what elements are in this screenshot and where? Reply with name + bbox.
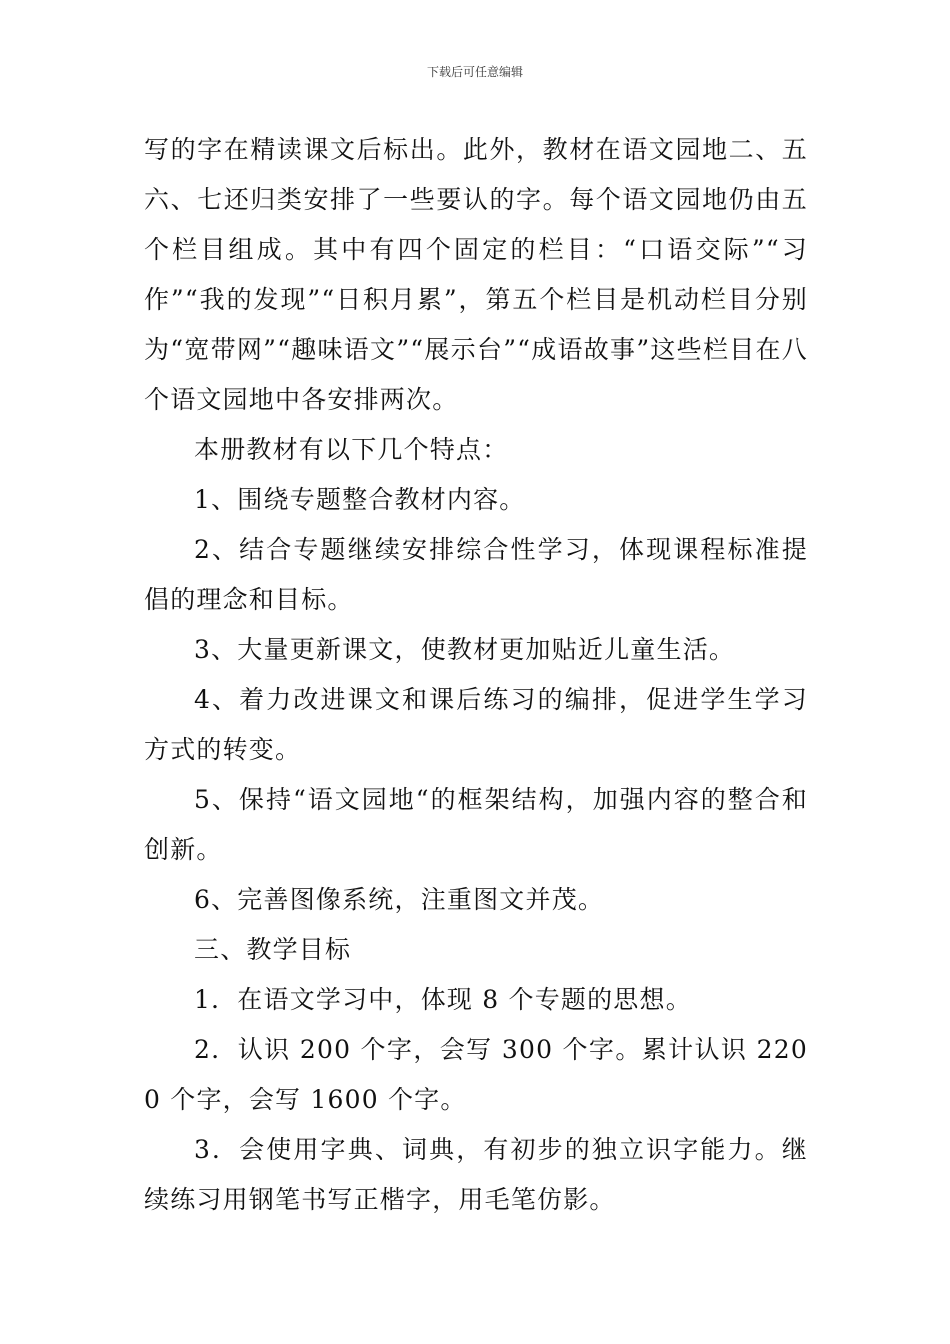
paragraph-goal-2: 2．认识 200 个字，会写 300 个字。累计认识 2200 个字，会写 1600 个字。 — [144, 1035, 808, 1114]
page-header: 下载后可任意编辑 — [426, 65, 523, 79]
paragraph-feature-3: 3、大量更新课文，使教材更加贴近儿童生活。 — [194, 635, 736, 664]
section-heading-goals: 三、教学目标 — [194, 935, 352, 964]
paragraph-continuation: 写的字在精读课文后标出。此外，教材在语文园地二、五六、七还归类安排了一些要认的字。每个语文园地仍由五个栏目组成。其中有四个固定的栏目：“口语交际”“习作”“我的发现”“日积月累”，第五个栏目是机动栏目分别为“宽带网”“趣味语文”“展示台”“成语故事”这些栏目在八个语文园地中各安排两次。 — [144, 135, 808, 414]
document-body — [144, 125, 808, 1225]
paragraph-goal-1: 1．在语文学习中，体现 8 个专题的思想。 — [194, 985, 692, 1014]
paragraph-goal-3: 3．会使用字典、词典，有初步的独立识字能力。继续练习用钢笔书写正楷字，用毛笔仿影。 — [144, 1135, 808, 1214]
paragraph-feature-5: 5、保持“语文园地“的框架结构，加强内容的整合和创新。 — [144, 785, 808, 864]
paragraph-feature-4: 4、着力改进课文和课后练习的编排，促进学生学习方式的转变。 — [144, 685, 808, 764]
paragraph-feature-6: 6、完善图像系统，注重图文并茂。 — [194, 885, 605, 914]
paragraph-feature-2: 2、结合专题继续安排综合性学习，体现课程标准提倡的理念和目标。 — [144, 535, 808, 614]
paragraph-feature-1: 1、围绕专题整合教材内容。 — [194, 485, 526, 514]
paragraph-features-intro: 本册教材有以下几个特点： — [194, 435, 509, 464]
